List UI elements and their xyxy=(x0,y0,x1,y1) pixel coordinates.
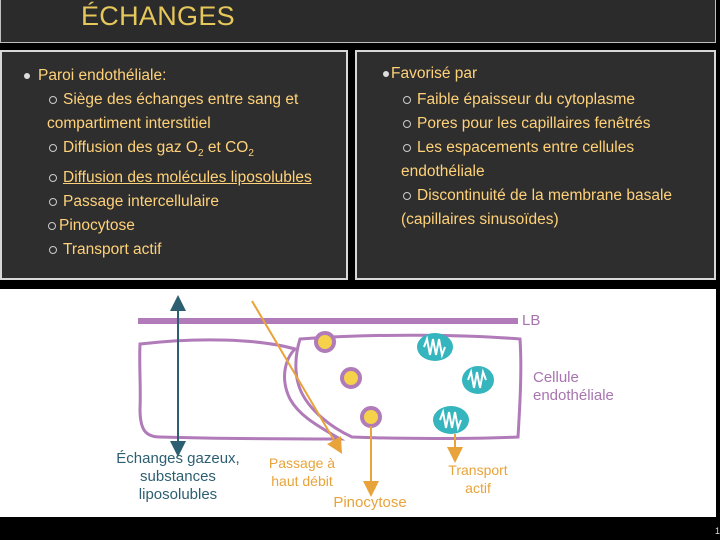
slide-title: ÉCHANGES xyxy=(81,1,235,31)
circle-bullet-icon xyxy=(403,96,411,104)
list-item: Pinocytose xyxy=(12,214,342,238)
circle-bullet-icon xyxy=(49,246,57,254)
circle-bullet-icon xyxy=(49,144,57,152)
list-item: Transport actif xyxy=(12,238,342,262)
circle-bullet-icon xyxy=(403,120,411,128)
vesicle xyxy=(342,369,360,387)
page-number: 1 xyxy=(714,526,720,536)
vesicle xyxy=(362,408,380,426)
list-item: Pores pour les capillaires fenêtrés xyxy=(403,112,713,136)
left-panel xyxy=(0,50,348,280)
lb-label: LB xyxy=(522,312,541,329)
title-bar xyxy=(0,0,716,43)
transport-label: Transport actif xyxy=(448,462,508,496)
left-items xyxy=(12,88,342,262)
mitochondrion xyxy=(417,333,453,361)
left-heading: Paroi endothéliale: xyxy=(24,64,166,88)
list-item: endothéliale xyxy=(401,163,485,180)
list-item: (capillaires sinusoïdes) xyxy=(401,211,559,228)
circle-bullet-icon xyxy=(49,198,57,206)
list-item: Les espacements entre cellules xyxy=(403,136,713,160)
circle-bullet-icon xyxy=(48,222,56,230)
mitochondrion xyxy=(433,406,469,434)
list-item: Faible épaisseur du cytoplasme xyxy=(403,88,713,112)
right-panel xyxy=(355,50,716,280)
right-heading: Favorisé par xyxy=(383,62,477,86)
right-items xyxy=(403,88,713,232)
circle-bullet-icon xyxy=(49,174,57,182)
gas-exchange-label: Échanges gazeux, substances liposolubles xyxy=(116,450,240,503)
endothelial-diagram xyxy=(0,289,716,517)
list-item: compartiment interstitiel xyxy=(47,115,211,132)
passage-label: Passage à haut débit xyxy=(268,455,336,489)
cell-label: Cellule endothéliale xyxy=(533,369,614,404)
list-item: Discontinuité de la membrane basale xyxy=(403,184,713,208)
pinocytosis-label: Pinocytose xyxy=(333,494,407,511)
list-item: Diffusion des gaz $O_2$ et $CO_2$ xyxy=(12,136,342,166)
list-item: Siège des échanges entre sang et xyxy=(12,88,342,112)
vesicle xyxy=(316,333,334,351)
bullet-icon xyxy=(24,73,30,79)
circle-bullet-icon xyxy=(49,96,57,104)
left-cell-outline xyxy=(140,340,340,439)
bullet-icon xyxy=(383,71,389,77)
circle-bullet-icon xyxy=(403,192,411,200)
list-item: Diffusion des molécules liposolubles xyxy=(12,166,342,190)
list-item: Passage intercellulaire xyxy=(12,190,342,214)
mitochondrion xyxy=(462,366,494,394)
circle-bullet-icon xyxy=(403,144,411,152)
